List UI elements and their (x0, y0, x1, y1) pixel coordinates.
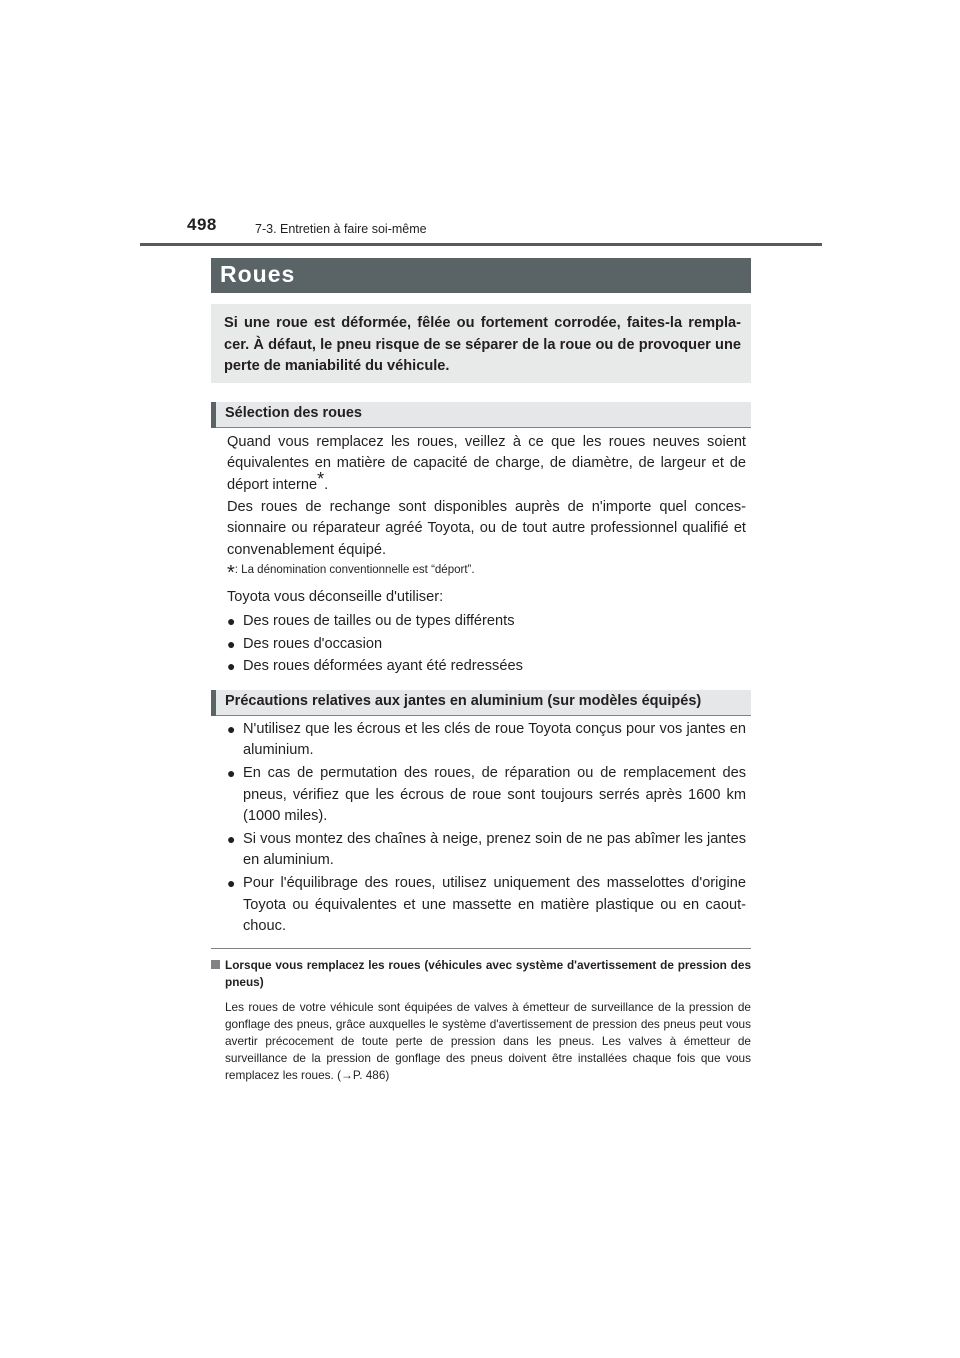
aluminum-precautions-list (227, 719, 746, 939)
list-item-text: Des roues d'occasion (243, 635, 383, 652)
list-item (227, 634, 746, 655)
discouraged-wheels-list (227, 611, 746, 679)
section-heading-wheel-selection (211, 402, 751, 428)
intro-box (211, 304, 751, 383)
bullet-icon: ● (227, 635, 236, 652)
list-item (227, 656, 746, 677)
footnote (227, 562, 475, 585)
list-item (227, 611, 746, 632)
bullet-icon: ● (227, 765, 236, 782)
paragraph-text: Quand vous remplacez les roues, veillez à ce que les roues neuves soient équivalentes en matière de capacité de charge, de diamètre, de largeur et de déport interne (227, 434, 746, 493)
note-rule (211, 948, 751, 949)
section-reference: 7-3. Entretien à faire soi-même (255, 222, 427, 236)
wheel-selection-paragraph-1 (227, 432, 746, 496)
list-item-text: Si vous montez des chaînes à neige, prenez soin de ne pas abîmer les jantes en aluminium. (243, 831, 746, 869)
footnote-star: * (317, 468, 325, 489)
bullet-icon: ● (227, 613, 236, 629)
square-bullet-icon (211, 960, 220, 969)
list-item-text: En cas de permutation des roues, de réparation ou de remplacement des pneus, vérifiez que les écrous de roue sont toujours serrés après 1600 km (1000 miles). (243, 765, 746, 825)
paragraph-text: Des roues de rechange sont disponibles auprès de n'importe quel conces-sionnaire ou réparateur agréé Toyota, ou de tout autre professionnel qualifié et convenablement équipé. (227, 499, 746, 558)
footnote-text: : La dénomination conventionnelle est “déport”. (234, 564, 475, 576)
page-title: Roues (220, 261, 296, 287)
note-body: Les roues de votre véhicule sont équipées de valves à émetteur de surveillance de la pression de gonflage des pneus, grâce auxquelles le système d'avertissement de pression des pneus peut vous avertir précocement de toute perte de pression dans les pneus. Les valves à émetteur de surveillance de la pression de gonflage des pneus doivent être installées chaque fois que vous remplacez les roues. (→P. 486) (225, 1000, 751, 1082)
list-item (227, 719, 746, 762)
list-lead: Toyota vous déconseille d'utiliser: (227, 589, 444, 605)
section-heading-text: Sélection des roues (225, 405, 362, 421)
note-title (211, 957, 751, 991)
note-block (211, 957, 751, 1084)
note-title-text: Lorsque vous remplacez les roues (véhicules avec système d'avertissement de pression des pneus) (225, 958, 751, 989)
page-number: 498 (187, 215, 217, 234)
footnote-star: * (227, 562, 235, 584)
list-item-text: Des roues de tailles ou de types différents (243, 613, 515, 629)
bullet-icon: ● (227, 721, 236, 737)
section-heading-aluminum-wheels (211, 690, 751, 716)
list-item (227, 763, 746, 827)
header-rule (140, 243, 822, 246)
paragraph-end: . (324, 476, 329, 493)
bullet-icon: ● (227, 658, 236, 675)
list-item-text: N'utilisez que les écrous et les clés de roue Toyota conçus pour vos jantes en aluminium. (243, 721, 746, 759)
bullet-icon: ● (227, 875, 236, 892)
section-heading-text: Précautions relatives aux jantes en aluminium (sur modèles équipés) (225, 693, 702, 709)
list-item (227, 873, 746, 937)
wheel-selection-paragraph-2 (227, 497, 746, 561)
bullet-icon: ● (227, 831, 236, 848)
title-bar (211, 258, 751, 293)
list-item-text: Pour l'équilibrage des roues, utilisez uniquement des masselottes d'origine Toyota ou équivalentes et une massette en matière plastique ou en caout-chouc. (243, 875, 746, 935)
list-item (227, 829, 746, 872)
list-item-text: Des roues déformées ayant été redressées (243, 658, 523, 675)
intro-text: Si une roue est déformée, fêlée ou fortement corrodée, faites-la rempla-cer. À défaut, le pneu risque de se séparer de la roue ou de provoquer une perte de maniabilité du véhicule. (224, 315, 741, 374)
